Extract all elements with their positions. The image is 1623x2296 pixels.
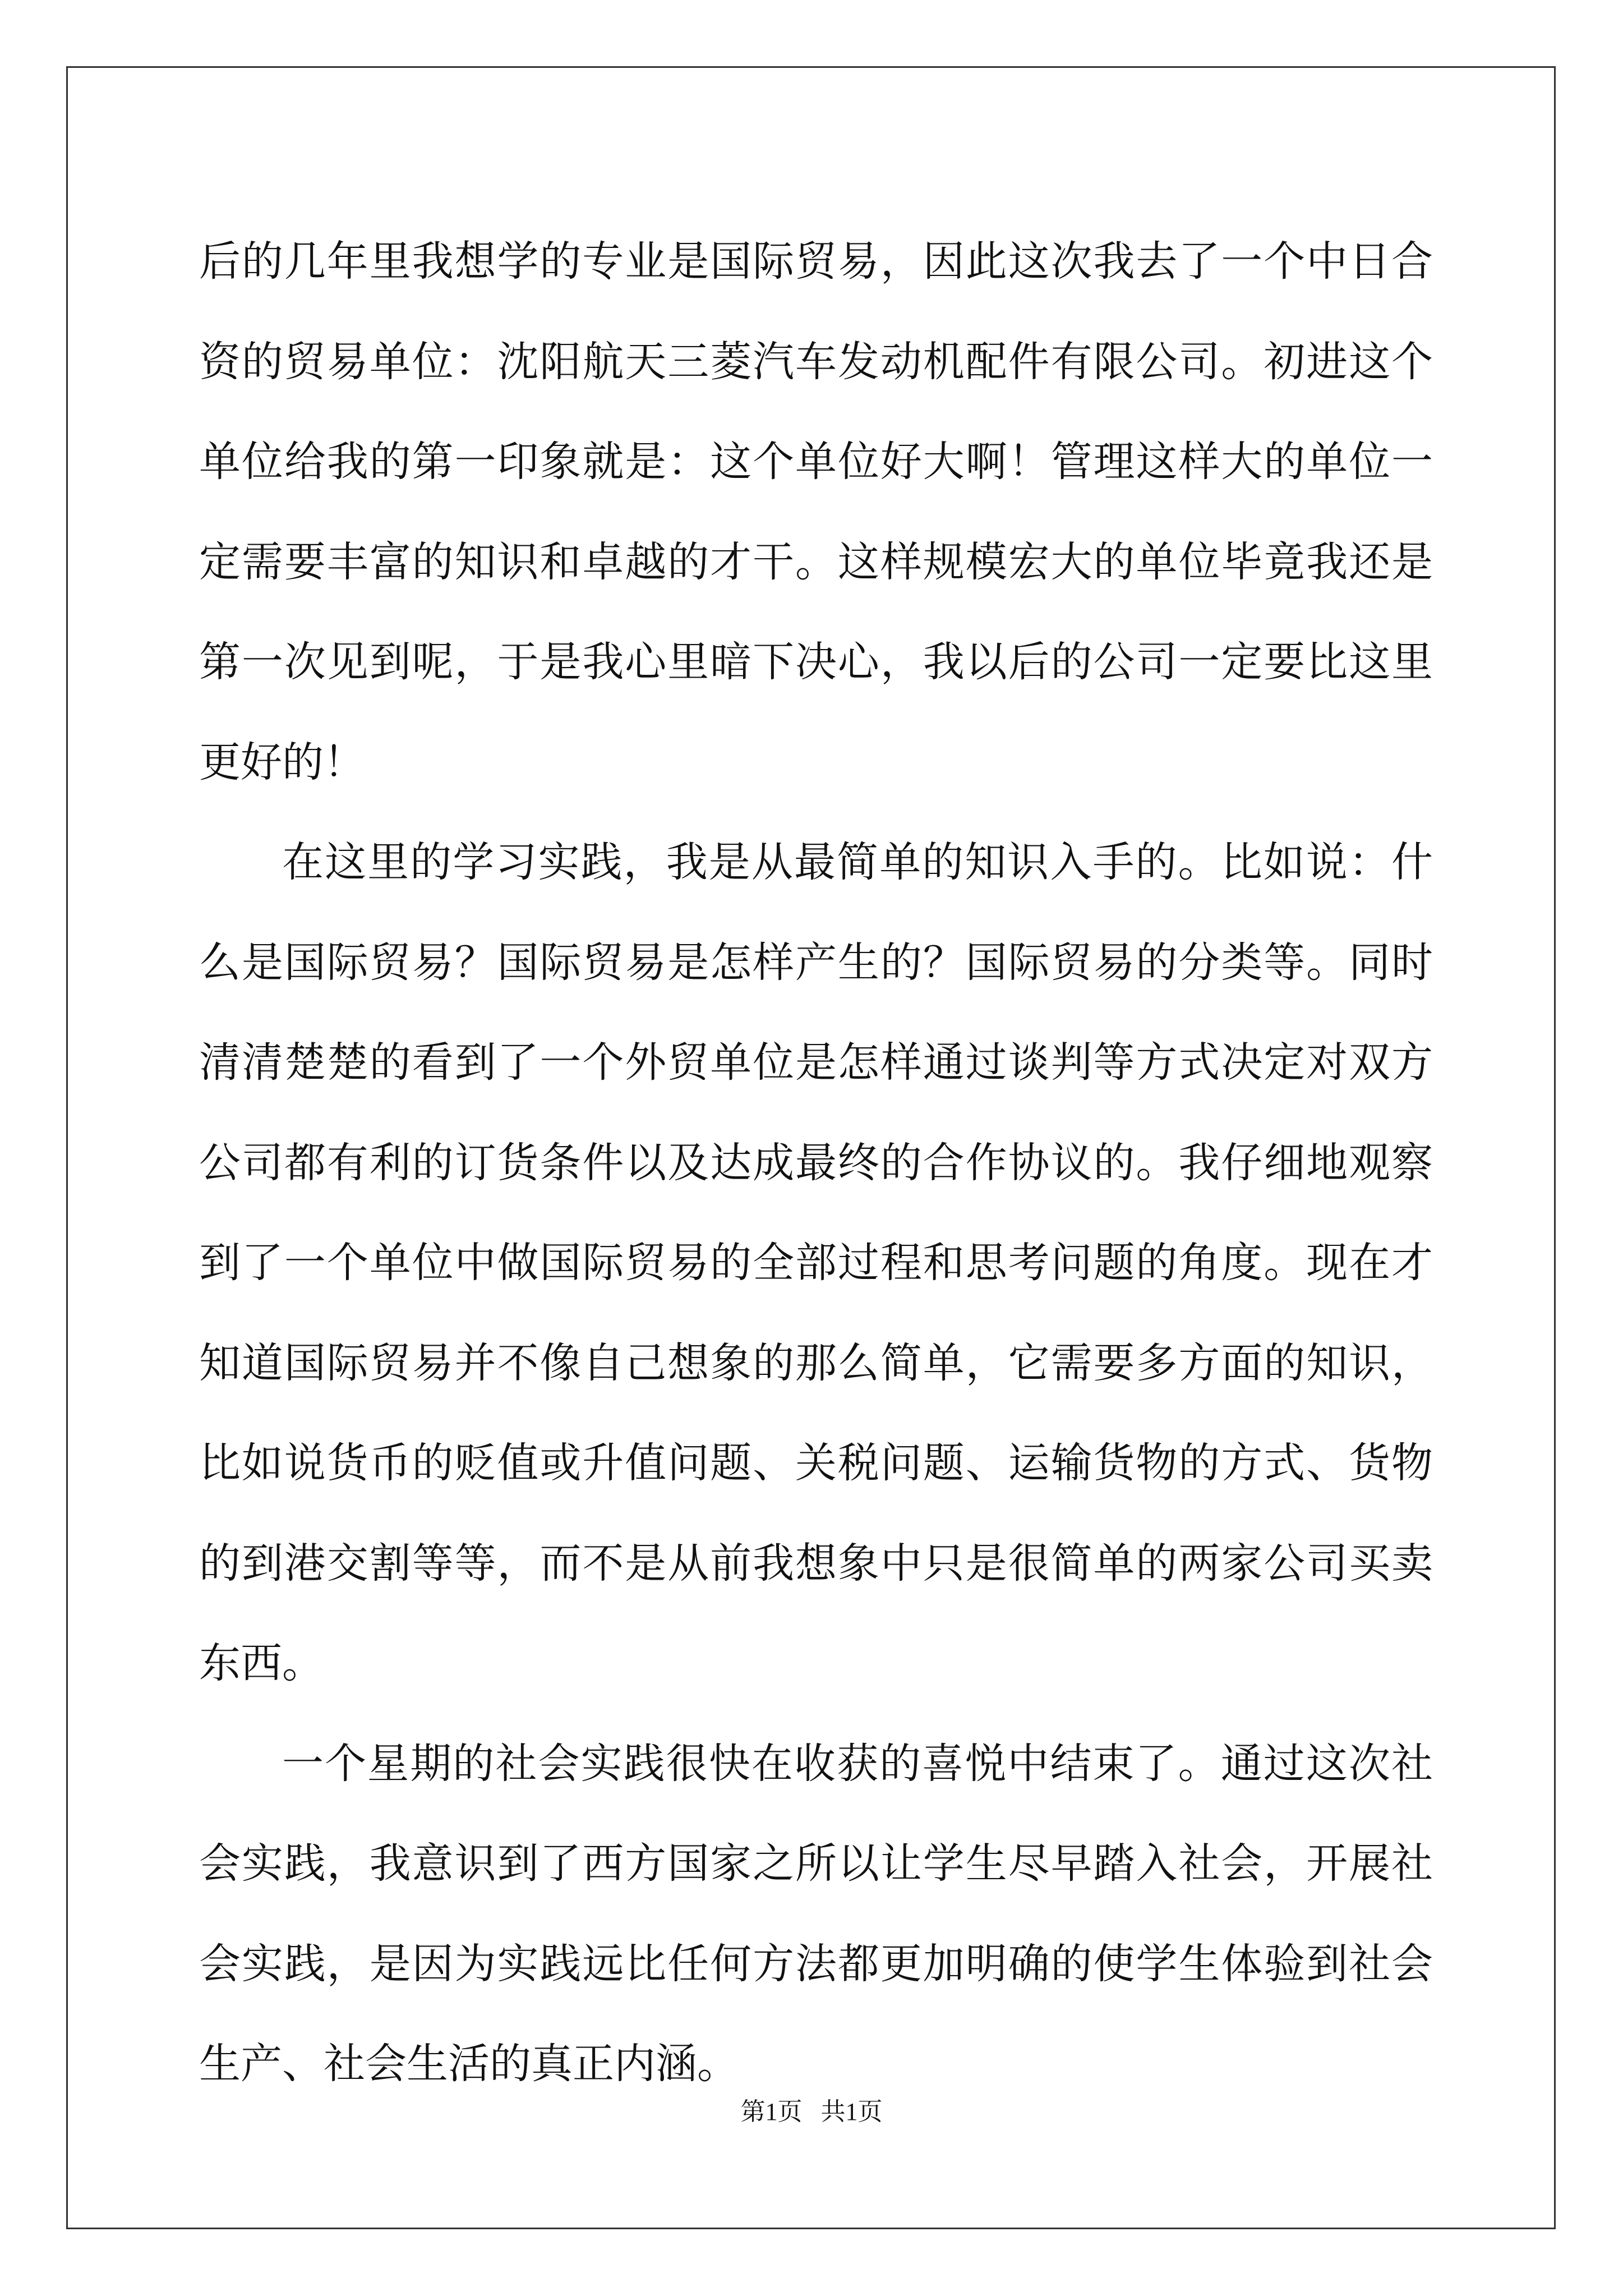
paragraph-1: 后的几年里我想学的专业是国际贸易，因此这次我去了一个中日合资的贸易单位：沈阳航天三菱汽车发动机配件有限公司。初进这个单位给我的第一印象就是：这个单位好大啊！管理这样大的单位一定需要丰富的知识和卓越的才干。这样规模宏大的单位毕竟我还是第一次见到呢，于是我心里暗下决心，我以后的公司一定要比这里更好的！ — [199, 237, 1433, 786]
page-number: 第1页 — [740, 2098, 803, 2125]
document-body — [199, 211, 1433, 2114]
page-total: 共1页 — [820, 2098, 883, 2125]
paragraph-2: 在这里的学习实践，我是从最简单的知识入手的。比如说：什么是国际贸易？国际贸易是怎样产生的？国际贸易的分类等。同时清清楚楚的看到了一个外贸单位是怎样通过谈判等方式决定对双方公司都有利的订货条件以及达成最终的合作协议的。我仔细地观察到了一个单位中做国际贸易的全部过程和思考问题的角度。现在才知道国际贸易并不像自己想象的那么简单，它需要多方面的知识，比如说货币的贬值或升值问题、关税问题、运输货物的方式、货物的到港交割等等，而不是从前我想象中只是很简单的两家公司买卖东西。 — [199, 838, 1433, 1687]
page-footer — [0, 2095, 1623, 2129]
paragraph-3: 一个星期的社会实践很快在收获的喜悦中结束了。通过这次社会实践，我意识到了西方国家之所以让学生尽早踏入社会，开展社会实践，是因为实践远比任何方法都更加明确的使学生体验到社会生产、社会生活的真正内涵。 — [199, 1739, 1433, 2088]
